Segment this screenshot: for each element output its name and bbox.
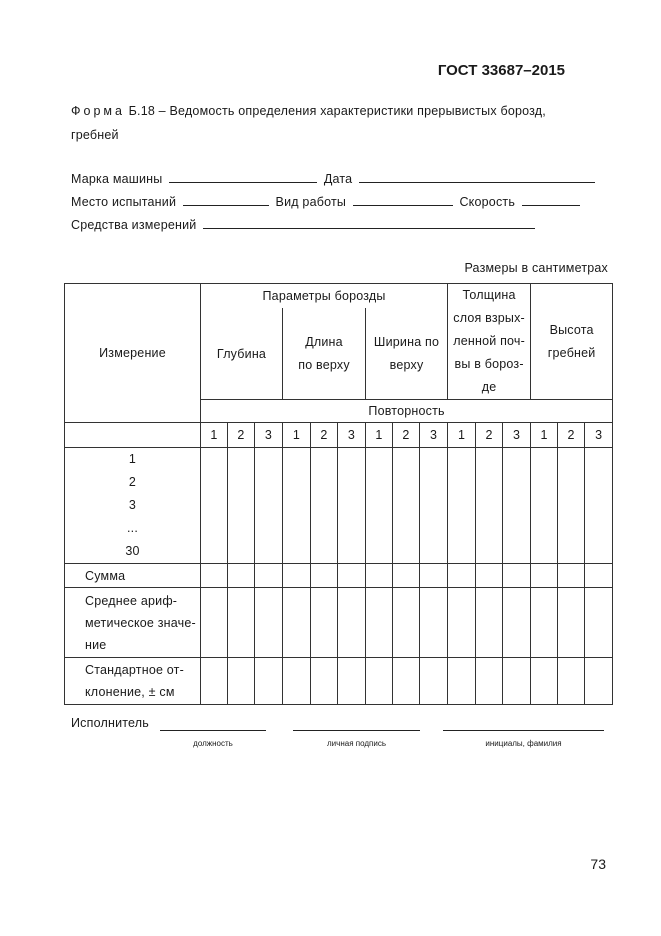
rep-number: 3 — [255, 423, 283, 448]
data-cell[interactable] — [228, 564, 255, 588]
group-header-params: Параметры борозды — [201, 284, 448, 309]
rep-number: 2 — [476, 423, 503, 448]
data-cell[interactable] — [311, 448, 338, 564]
machine-label: Марка машины — [71, 172, 163, 186]
col-header-length-top — [283, 308, 366, 400]
width-top-line-1: Ширина по — [373, 334, 440, 349]
test-place-label: Место испытаний — [71, 195, 177, 209]
data-cell[interactable] — [558, 448, 585, 564]
mean-line-3: ние — [85, 637, 107, 652]
data-cell[interactable] — [283, 658, 311, 705]
mean-line-1: Среднее ариф- — [85, 593, 178, 608]
data-cell[interactable] — [255, 588, 283, 658]
data-cell[interactable] — [420, 448, 448, 564]
date-label: Дата — [323, 172, 353, 186]
instruments-input-line[interactable] — [203, 216, 535, 229]
layer-thickness-line-2: слоя взрых- — [453, 311, 525, 325]
layer-thickness-line-3: ленной поч- — [453, 334, 525, 348]
data-cell[interactable] — [448, 658, 476, 705]
data-cell[interactable] — [558, 658, 585, 705]
data-cell[interactable] — [255, 448, 283, 564]
units-note: Размеры в сантиметрах — [464, 261, 608, 275]
form-title-cont: гребней — [71, 128, 119, 142]
data-cell[interactable] — [448, 564, 476, 588]
layer-thickness-line-1: Толщина — [462, 288, 516, 302]
data-cell[interactable] — [338, 448, 366, 564]
form-prefix: Форма — [71, 104, 125, 118]
data-cell[interactable] — [476, 588, 503, 658]
data-cell[interactable] — [201, 658, 228, 705]
data-cell[interactable] — [338, 588, 366, 658]
data-cell[interactable] — [283, 588, 311, 658]
data-cell[interactable] — [531, 588, 558, 658]
rep-number: 2 — [393, 423, 420, 448]
col-header-depth: Глубина — [201, 308, 283, 400]
col-header-measurement: Измерение — [65, 284, 201, 423]
std-dev-line-1: Стандартное от- — [85, 663, 184, 677]
data-cell[interactable] — [503, 658, 531, 705]
col-header-ridge-height — [531, 284, 613, 400]
layer-thickness-line-4: вы в бороз- — [454, 357, 524, 371]
rep-number: 3 — [338, 423, 366, 448]
col-header-layer-thickness — [448, 284, 531, 400]
data-cell[interactable] — [228, 588, 255, 658]
layer-thickness-line-5: де — [481, 380, 497, 394]
measurement-number: ... — [126, 521, 139, 535]
length-top-line-1: Длина — [305, 334, 343, 349]
data-cell[interactable] — [585, 448, 613, 564]
length-top-line-2: по верху — [298, 357, 350, 372]
data-cell[interactable] — [585, 564, 613, 588]
data-cell[interactable] — [503, 588, 531, 658]
field-row-machine — [71, 170, 598, 186]
work-type-input-line[interactable] — [353, 193, 453, 206]
rep-number: 1 — [201, 423, 228, 448]
measurement-numbers-cell — [65, 448, 201, 564]
speed-input-line[interactable] — [522, 193, 580, 206]
measurement-number: 1 — [128, 452, 137, 466]
repetition-header: Повторность — [201, 400, 613, 423]
measurement-number: 2 — [128, 475, 137, 489]
data-cell[interactable] — [311, 564, 338, 588]
rep-empty-cell — [65, 423, 201, 448]
measurement-table — [64, 283, 613, 705]
instruments-label: Средства измерений — [71, 218, 197, 232]
data-cell[interactable] — [531, 658, 558, 705]
row-label-std-dev — [65, 658, 201, 705]
col-header-width-top — [366, 308, 448, 400]
rep-number: 3 — [420, 423, 448, 448]
signature-line[interactable] — [293, 730, 420, 731]
data-cell[interactable] — [338, 658, 366, 705]
measurement-number: 30 — [125, 544, 140, 558]
row-label-sum: Сумма — [65, 564, 201, 588]
date-input-line[interactable] — [359, 170, 595, 183]
rep-number: 1 — [366, 423, 393, 448]
test-place-input-line[interactable] — [183, 193, 269, 206]
data-cell[interactable] — [255, 564, 283, 588]
name-line[interactable] — [443, 730, 604, 731]
page-number: 73 — [590, 856, 606, 872]
data-cell[interactable] — [393, 448, 420, 564]
data-cell[interactable] — [448, 588, 476, 658]
data-cell[interactable] — [338, 564, 366, 588]
position-line[interactable] — [160, 730, 266, 731]
standard-number: ГОСТ 33687–2015 — [437, 62, 565, 79]
speed-label: Скорость — [459, 195, 516, 209]
data-cell[interactable] — [366, 448, 393, 564]
data-cell[interactable] — [366, 564, 393, 588]
data-cell[interactable] — [366, 588, 393, 658]
std-dev-line-2: клонение, ± см — [85, 685, 175, 699]
row-label-mean — [65, 588, 201, 658]
data-cell[interactable] — [448, 448, 476, 564]
data-cell[interactable] — [476, 658, 503, 705]
data-cell[interactable] — [420, 588, 448, 658]
data-cell[interactable] — [585, 588, 613, 658]
rep-number: 3 — [585, 423, 613, 448]
data-cell[interactable] — [255, 658, 283, 705]
data-cell[interactable] — [366, 658, 393, 705]
data-cell[interactable] — [201, 448, 228, 564]
data-cell[interactable] — [558, 588, 585, 658]
data-cell[interactable] — [503, 448, 531, 564]
performer-label: Исполнитель — [71, 716, 149, 730]
data-cell[interactable] — [283, 448, 311, 564]
work-type-label: Вид работы — [275, 195, 347, 209]
measurement-number: 3 — [128, 498, 137, 512]
rep-number: 2 — [228, 423, 255, 448]
data-cell[interactable] — [420, 658, 448, 705]
rep-number: 1 — [283, 423, 311, 448]
rep-number: 2 — [311, 423, 338, 448]
data-cell[interactable] — [476, 448, 503, 564]
ridge-height-line-1: Высота — [549, 322, 594, 337]
data-cell[interactable] — [420, 564, 448, 588]
data-cell[interactable] — [201, 564, 228, 588]
data-cell[interactable] — [228, 448, 255, 564]
data-cell[interactable] — [476, 564, 503, 588]
data-cell[interactable] — [531, 564, 558, 588]
data-cell[interactable] — [201, 588, 228, 658]
form-title-main: Б.18 – Ведомость определения характеристики прерывистых борозд, — [124, 104, 546, 118]
rep-number: 1 — [531, 423, 558, 448]
machine-input-line[interactable] — [169, 170, 317, 183]
rep-number: 1 — [448, 423, 476, 448]
position-caption: должность — [193, 739, 233, 748]
field-row-test-place — [71, 193, 583, 209]
rep-number: 3 — [503, 423, 531, 448]
ridge-height-line-2: гребней — [547, 345, 596, 360]
mean-line-2: метическое значе- — [85, 615, 196, 630]
field-row-instruments — [71, 216, 538, 232]
data-cell[interactable] — [558, 564, 585, 588]
data-cell[interactable] — [228, 658, 255, 705]
data-cell[interactable] — [503, 564, 531, 588]
rep-number: 2 — [558, 423, 585, 448]
data-cell[interactable] — [393, 588, 420, 658]
width-top-line-2: верху — [389, 357, 424, 372]
data-cell[interactable] — [311, 658, 338, 705]
data-cell[interactable] — [393, 658, 420, 705]
form-title — [71, 99, 591, 147]
signature-caption: личная подпись — [327, 739, 386, 748]
data-cell[interactable] — [283, 564, 311, 588]
data-cell[interactable] — [311, 588, 338, 658]
data-cell[interactable] — [585, 658, 613, 705]
name-caption: инициалы, фамилия — [485, 739, 562, 748]
data-cell[interactable] — [393, 564, 420, 588]
data-cell[interactable] — [531, 448, 558, 564]
